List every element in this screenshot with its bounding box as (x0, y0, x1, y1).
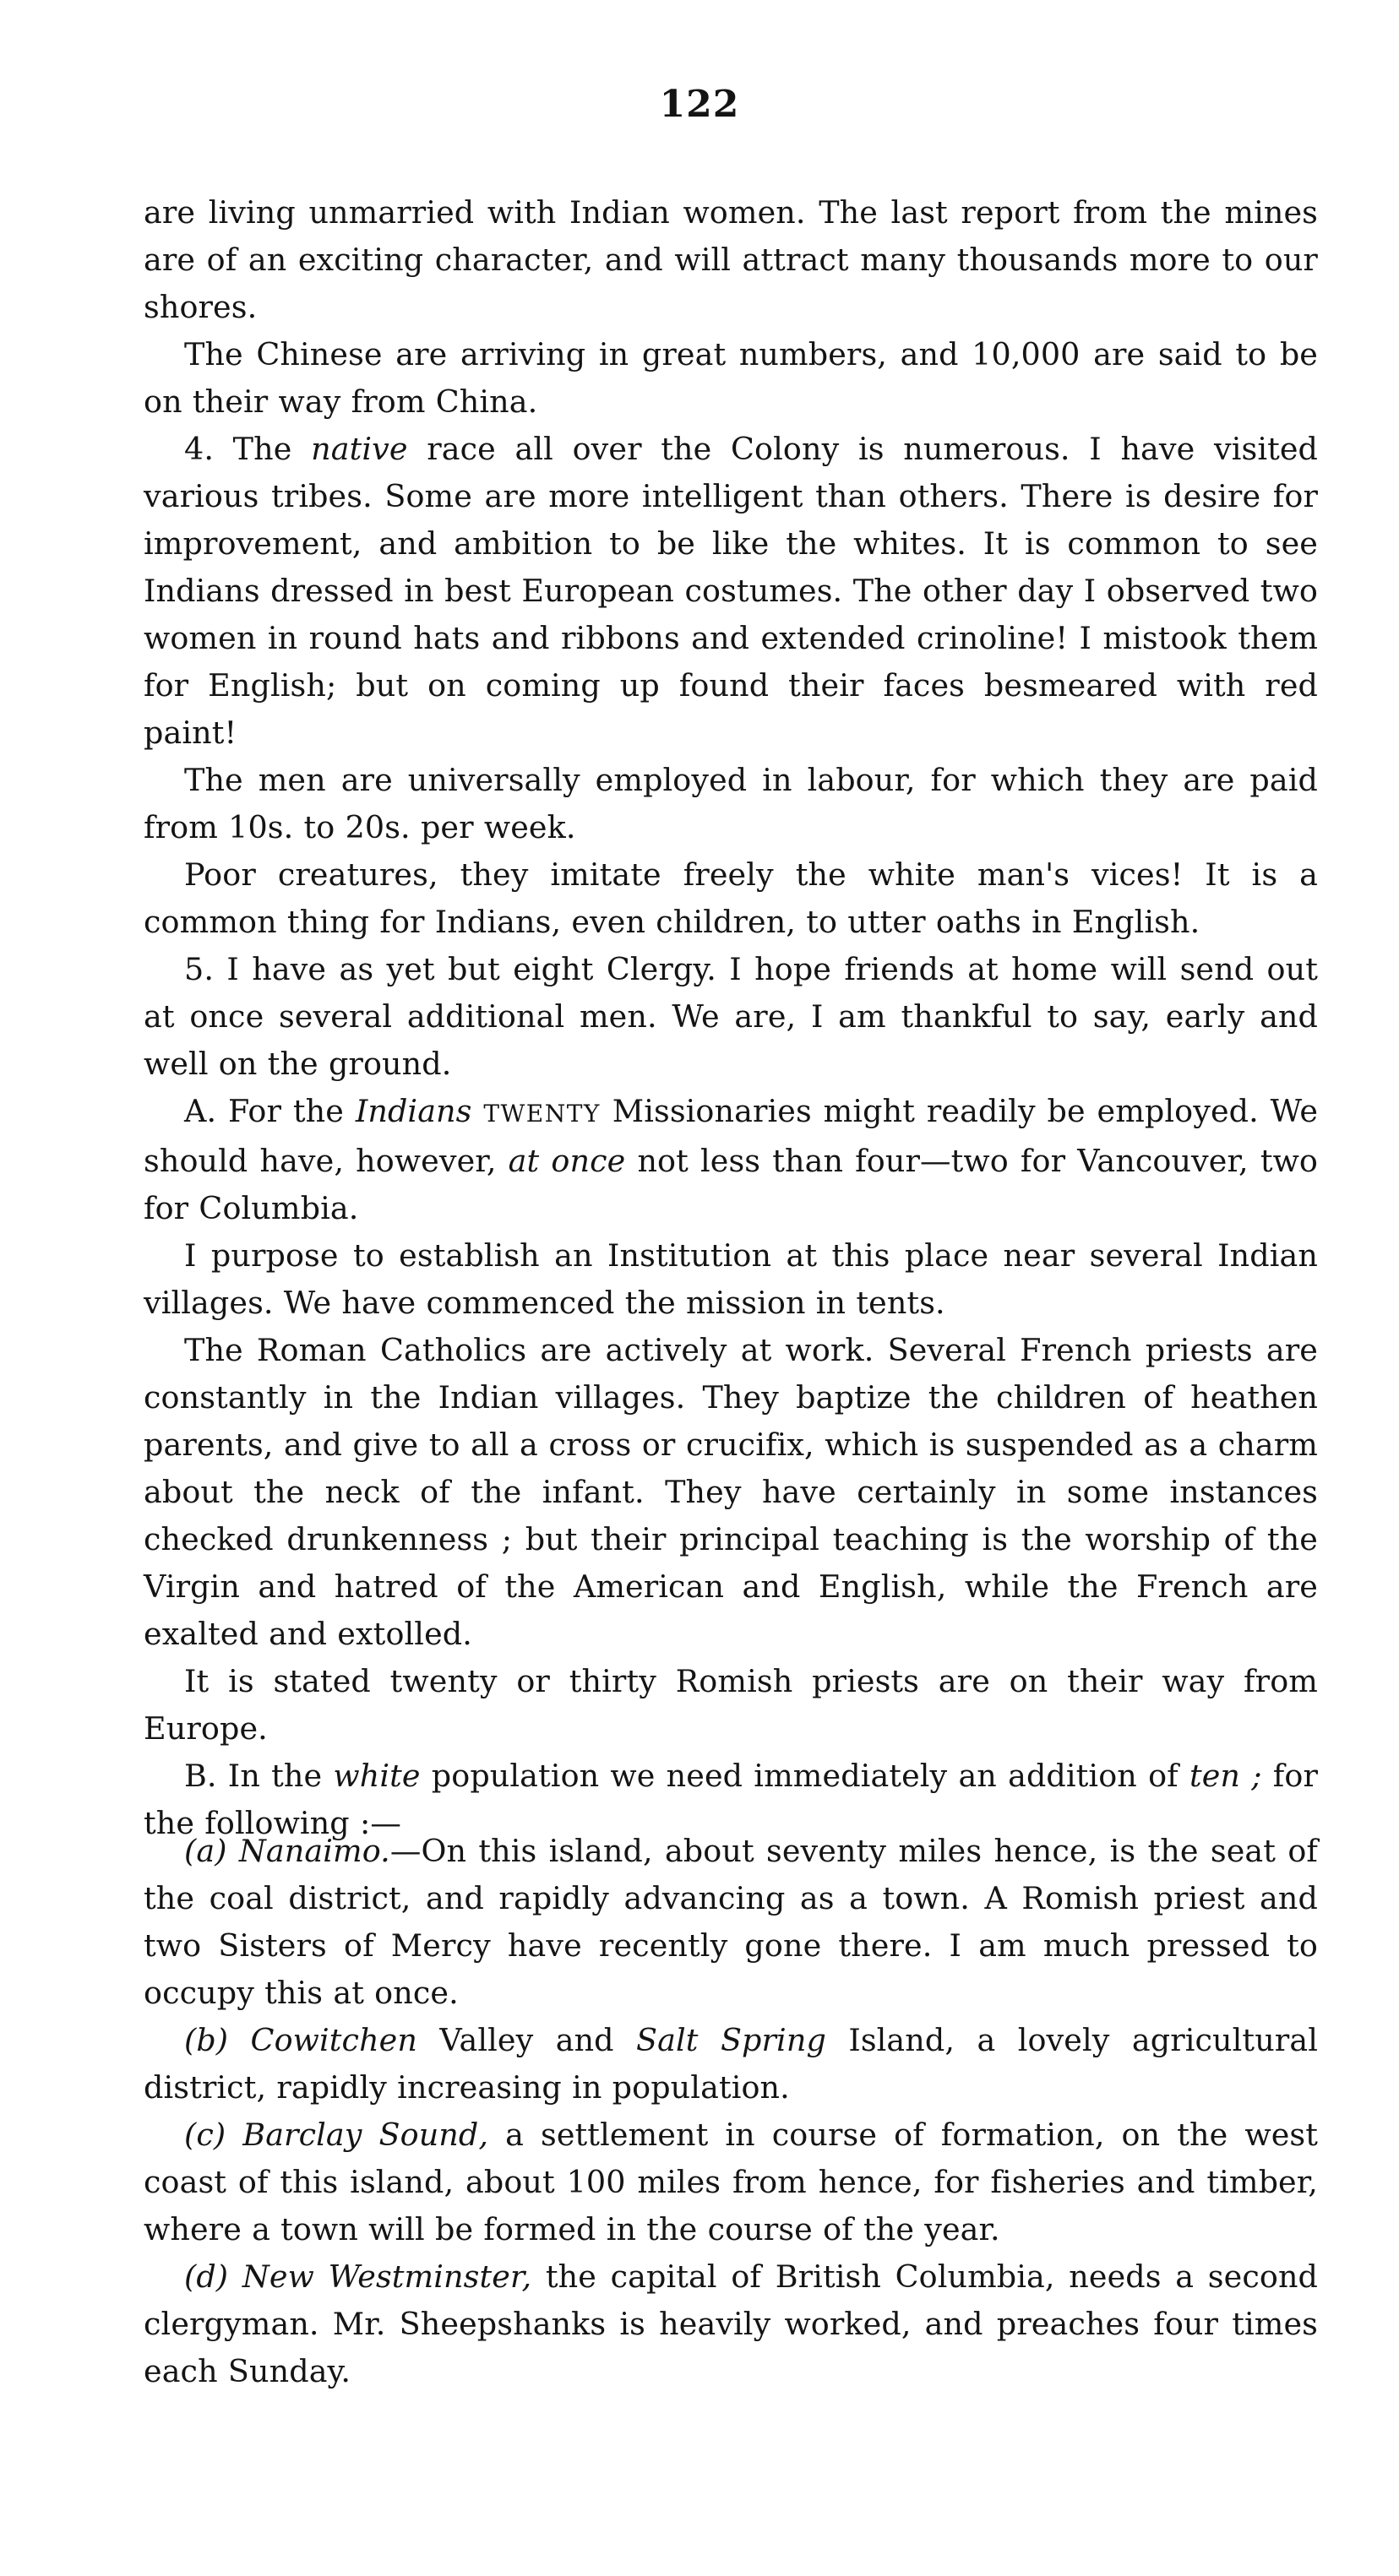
paragraph-clergy: 5. I have as yet but eight Clergy. I hope friends at home will send out at once several additional men. We are, I am thankful to say, early and well on the ground. (144, 951, 1318, 1082)
italic-run: white (333, 1758, 421, 1794)
list-item-barclay-sound (144, 2111, 1318, 2253)
italic-run: Nanaimo. (238, 1833, 390, 1869)
list-marker: (b) (184, 2022, 229, 2058)
text-run: not less than four—two for Vancouver, two for Columbia. (144, 1143, 1318, 1226)
list-marker: (d) (184, 2258, 229, 2295)
italic-run: Indians (355, 1093, 472, 1129)
main-text (144, 189, 1318, 1847)
text-run: for the following :— (144, 1758, 1319, 1841)
list-marker: (a) (184, 1833, 227, 1869)
text-run: a settlement in course of formation, on the west coast of this island, about 100 miles from hence, for fisheries and timber, where a town will be formed in the course of the year. (144, 2117, 1319, 2247)
list-item-new-westminster (144, 2253, 1318, 2395)
italic-run: at once (508, 1143, 626, 1179)
italic-run: Cowitchen (250, 2022, 417, 2058)
text-run: B. In the (184, 1758, 323, 1794)
text-run: 4. The (184, 431, 292, 467)
text-run: the capital of British Columbia, needs a second clergyman. Mr. Sheepshanks is heavily worked, and preaches four times each Sunday. (144, 2258, 1319, 2389)
paragraph-institution: I purpose to establish an Institution at this place near several Indian villages. We have commenced the mission in tents. (144, 1237, 1318, 1321)
text-run: race all over the Colony is numerous. I have visited various tribes. Some are more intelligent than others. There is desire for improvement, and ambition to be like the whites. It is common to see Indians dressed in best European costumes. The other day I observed two women in round hats and ribbons and extended crinoline! I mistook them for English; but on coming up found their faces besmeared with red paint! (144, 431, 1319, 751)
italic-run: New Westminster, (242, 2258, 532, 2295)
page-number: 122 (659, 83, 740, 126)
paragraph-vices: Poor creatures, they imitate freely the white man's vices! It is a common thing for Indians, even children, to utter oaths in English. (144, 856, 1318, 940)
paragraph-continuation: are living unmarried with Indian women. The last report from the mines are of an exciting character, and will attract many thousands more to our shores. (144, 194, 1318, 325)
paragraph-indians-missionaries (144, 1088, 1318, 1232)
text-run: Missionaries might readily be employed. We should have, however, (144, 1093, 1319, 1179)
italic-run: native (311, 431, 408, 467)
small-caps-run: TWENTY (483, 1100, 601, 1128)
italic-run: Barclay Sound, (242, 2117, 489, 2153)
text-run: —On this island, about seventy miles hence, is the seat of the coal district, and rapidly advancing as a town. A Romish priest and two Sisters of Mercy have recently gone there. I am much pressed to occupy this at once. (144, 1833, 1319, 2011)
list-item-nanaimo (144, 1828, 1318, 2017)
list-item-cowitchen (144, 2017, 1318, 2111)
paragraph-men-labour: The men are universally employed in labour, for which they are paid from 10s. to 20s. per week. (144, 762, 1318, 845)
paragraph-native-race (144, 426, 1318, 757)
list-marker: (c) (184, 2117, 226, 2153)
italic-run: ten ; (1189, 1758, 1262, 1794)
text-run: Island, a lovely agricultural district, rapidly increasing in population. (144, 2022, 1318, 2106)
italic-run: Salt Spring (636, 2022, 826, 2058)
list-items (144, 1828, 1318, 2395)
paragraph-roman-catholics: The Roman Catholics are actively at work. Several French priests are constantly in the Indian villages. They baptize the children of heathen parents, and give to all a cross or crucifix, which is suspended as a charm about the neck of the infant. They have certainly in some instances checked drunkenness ; but their principal teaching is the worship of the Virgin and hatred of the American and English, while the French are exalted and extolled. (144, 1332, 1318, 1652)
text-run: Valley and (439, 2022, 614, 2058)
paragraph-chinese: The Chinese are arriving in great numbers, and 10,000 are said to be on their way from China. (144, 336, 1318, 420)
text-run: A. For the (184, 1093, 344, 1129)
text-run: population we need immediately an addition of (431, 1758, 1179, 1794)
paragraph-romish-priests: It is stated twenty or thirty Romish priests are on their way from Europe. (144, 1663, 1318, 1747)
